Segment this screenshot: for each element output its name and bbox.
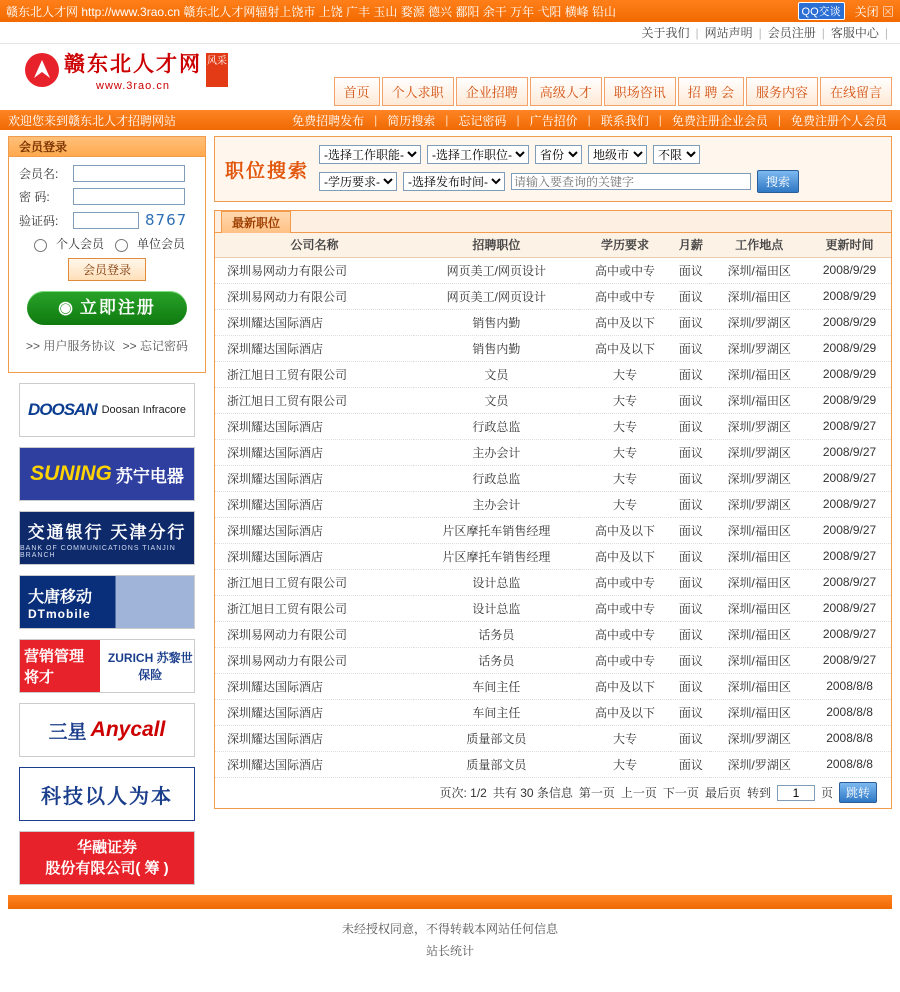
cell-location: 深圳/福田区 [710,647,808,673]
cell-update-time: 2008/9/29 [808,361,891,387]
password-row [19,188,195,205]
cell-salary: 面议 [671,569,710,595]
cell-company[interactable]: 深圳易网动力有限公司 [215,283,414,309]
site-logo[interactable] [24,48,228,92]
cell-salary: 面议 [671,309,710,335]
cell-location: 深圳/福田区 [710,283,808,309]
captcha-image[interactable]: 8767 [145,211,188,229]
login-form [9,157,205,372]
ad-banner-dtmobile[interactable] [19,575,195,629]
cell-salary: 面议 [671,647,710,673]
ad-suning-logo: SUNING [30,462,112,485]
member-login-box [8,136,206,373]
cell-salary: 面议 [671,543,710,569]
cell-position: 行政总监 [414,413,579,439]
ad-banner-zurich[interactable] [19,639,195,693]
pagination [215,778,891,808]
table-row[interactable] [215,283,891,309]
divider: | [821,25,825,40]
site-footer [0,909,900,968]
nav-item-senior-talent[interactable]: 高级人才 [530,77,602,106]
cell-education: 大专 [579,439,672,465]
toplink-service[interactable]: 客服中心 [830,26,879,40]
cell-location: 深圳/福田区 [710,543,808,569]
service-link-register-personal[interactable]: 免费注册个人会员 [790,113,887,128]
cell-location: 深圳/罗湖区 [710,725,808,751]
cell-company[interactable]: 浙江旭日工贸有限公司 [215,387,414,413]
table-row[interactable] [215,647,891,673]
service-link-forgot-password[interactable]: 忘记密码 [458,113,507,128]
ad-anycall-brand: 三星 [48,721,87,743]
cell-update-time: 2008/9/27 [808,621,891,647]
cell-location: 深圳/罗湖区 [710,465,808,491]
table-row[interactable] [215,543,891,569]
logo-flag: 风采 [206,53,228,87]
divider: | [658,113,662,127]
search-fields [319,145,881,193]
toplink-about[interactable]: 关于我们 [641,26,690,40]
cell-location: 深圳/罗湖区 [710,439,808,465]
cell-education: 高中或中专 [579,595,672,621]
divider: | [758,25,762,40]
page-next-link[interactable]: 下一页 [662,786,699,800]
table-row[interactable] [215,257,891,283]
total-info: 共有 30 条信息 [492,786,573,800]
ad-banner-doosan[interactable] [19,383,195,437]
cell-location: 深圳/福田区 [710,673,808,699]
cell-salary: 面议 [671,439,710,465]
cell-position: 销售内勤 [414,309,579,335]
ad-huarong-name: 华融证券 [76,839,137,856]
divider: | [445,113,449,127]
cell-location: 深圳/福田区 [710,621,808,647]
table-row[interactable] [215,595,891,621]
main-content [0,130,900,885]
service-links [287,112,892,129]
cell-position: 车间主任 [414,673,579,699]
username-input[interactable] [73,165,185,182]
cell-update-time: 2008/8/8 [808,725,891,751]
cell-location: 深圳/福田区 [710,569,808,595]
cell-education: 高中或中专 [579,647,672,673]
cell-location: 深圳/福田区 [710,595,808,621]
qq-chat-button[interactable]: QQ交谈 [798,2,845,20]
cell-salary: 面议 [671,335,710,361]
goto-page-input[interactable] [777,785,815,801]
ad-suning-text: 苏宁电器 [115,466,184,486]
cell-salary: 面议 [671,465,710,491]
job-list-box [214,210,892,809]
cell-location: 深圳/福田区 [710,257,808,283]
cell-company[interactable]: 深圳耀达国际酒店 [215,673,414,699]
cell-education: 大专 [579,387,672,413]
user-agreement-link[interactable]: >> 用户服务协议 [25,339,116,353]
cell-salary: 面议 [671,699,710,725]
cell-company[interactable]: 深圳耀达国际酒店 [215,335,414,361]
column-update-time: 更新时间 [808,233,891,257]
cell-update-time: 2008/9/27 [808,465,891,491]
nav-item-message-board[interactable]: 在线留言 [820,77,892,106]
goto-label: 转到 [746,786,771,800]
cell-education: 高中及以下 [579,699,672,725]
cell-education: 高中或中专 [579,621,672,647]
cell-location: 深圳/福田区 [710,387,808,413]
column-location: 工作地点 [710,233,808,257]
job-list-body [215,257,891,777]
table-row[interactable] [215,751,891,777]
table-row[interactable] [215,491,891,517]
close-bar-button[interactable]: 关闭 ⊠ [854,4,894,19]
cell-position: 行政总监 [414,465,579,491]
cell-position: 销售内勤 [414,335,579,361]
cell-salary: 面议 [671,361,710,387]
cell-company[interactable]: 深圳耀达国际酒店 [215,517,414,543]
cell-education: 大专 [579,491,672,517]
cell-education: 大专 [579,413,672,439]
cell-position: 网页美工/网页设计 [414,283,579,309]
ad-anycall-name: Anycall [90,718,166,741]
cell-update-time: 2008/9/27 [808,517,891,543]
table-row[interactable] [215,387,891,413]
sidebar-ads [8,383,206,885]
cell-position: 质量部文员 [414,751,579,777]
cell-position: 片区摩托车销售经理 [414,543,579,569]
goto-page-button[interactable]: 跳转 [839,782,877,803]
cell-location: 深圳/福田区 [710,699,808,725]
cell-position: 话务员 [414,621,579,647]
cell-company[interactable]: 深圳耀达国际酒店 [215,439,414,465]
table-row[interactable] [215,309,891,335]
ad-zurich-slogan: 营销管理将才 [20,639,100,693]
cell-position: 文员 [414,361,579,387]
page-unit-label: 页 [820,786,833,800]
cell-update-time: 2008/9/27 [808,543,891,569]
search-button[interactable]: 搜索 [757,170,799,193]
select-education[interactable] [319,172,397,191]
cell-position: 设计总监 [414,569,579,595]
cell-education: 高中或中专 [579,283,672,309]
cell-location: 深圳/福田区 [710,517,808,543]
logo-name: 赣东北人才网 [64,52,202,76]
cell-location: 深圳/罗湖区 [710,309,808,335]
password-label: 密 码: [19,190,50,204]
cell-position: 主办会计 [414,491,579,517]
cell-company[interactable]: 深圳耀达国际酒店 [215,413,414,439]
cell-update-time: 2008/9/27 [808,413,891,439]
cell-company[interactable]: 浙江旭日工贸有限公司 [215,595,414,621]
cell-company[interactable]: 深圳耀达国际酒店 [215,725,414,751]
search-keyword-input[interactable] [511,173,751,190]
job-list-tabs [215,211,891,233]
register-label: 立即注册 [79,298,156,317]
ad-banner-bocom[interactable] [19,511,195,565]
cell-update-time: 2008/9/27 [808,647,891,673]
captcha-label: 验证码: [19,213,59,228]
play-circle-icon: ◉ [58,298,75,317]
table-row[interactable] [215,465,891,491]
left-sidebar [8,136,206,885]
service-link-post-job[interactable]: 免费招聘发布 [292,113,365,128]
divider: | [777,113,781,127]
welcome-text: 欢迎您来到赣东北人才招聘网站 [8,113,177,128]
main-navigation [334,77,892,106]
table-row[interactable] [215,413,891,439]
cell-salary: 面议 [671,751,710,777]
nav-item-job-fair[interactable]: 招 聘 会 [678,77,744,106]
service-link-contact[interactable]: 联系我们 [600,113,649,128]
service-link-resume-search[interactable]: 简历搜索 [387,113,436,128]
ad-bocom-sub: BANK OF COMMUNICATIONS TIANJIN BRANCH [20,544,176,559]
cell-position: 话务员 [414,647,579,673]
forgot-password-link[interactable]: >> 忘记密码 [122,339,189,353]
ad-doosan-logo: DOOSAN [27,400,97,419]
cell-update-time: 2008/9/27 [808,491,891,517]
top-announcement-bar [0,0,900,22]
cell-salary: 面议 [671,413,710,439]
cell-position: 文员 [414,387,579,413]
cell-update-time: 2008/9/27 [808,595,891,621]
ad-doosan-text: Doosan Infracore [101,404,186,416]
register-now-button[interactable] [27,291,187,325]
table-row[interactable] [215,517,891,543]
ad-bocom-name: 交通银行 天津分行 [27,522,187,542]
cell-location: 深圳/罗湖区 [710,751,808,777]
login-footer-links [19,333,195,362]
cell-location: 深圳/罗湖区 [710,335,808,361]
select-job-position[interactable] [427,145,529,164]
ad-banner-tech[interactable] [19,767,195,821]
cell-salary: 面议 [671,673,710,699]
cell-education: 高中及以下 [579,517,672,543]
top-links-bar [0,22,900,44]
search-panel-title: 职位搜索 [225,160,310,182]
cell-company[interactable]: 浙江旭日工贸有限公司 [215,569,414,595]
column-company: 公司名称 [215,233,414,257]
table-row[interactable] [215,699,891,725]
search-row-2 [319,170,881,193]
cell-position: 车间主任 [414,699,579,725]
cell-company[interactable]: 深圳耀达国际酒店 [215,751,414,777]
cell-location: 深圳/罗湖区 [710,413,808,439]
ad-banner-huarong[interactable] [19,831,195,885]
copyright-text: 未经授权同意，不得转载本网站任何信息 [341,922,558,936]
divider: | [695,25,699,40]
logo-url: www.3rao.cn [96,80,170,92]
cell-update-time: 2008/8/8 [808,673,891,699]
nav-item-services[interactable]: 服务内容 [746,77,818,106]
username-label: 会员名: [19,167,59,181]
cell-company[interactable]: 深圳耀达国际酒店 [215,465,414,491]
cell-education: 高中及以下 [579,309,672,335]
login-button[interactable]: 会员登录 [68,258,146,281]
divider: | [374,113,378,127]
cell-position: 片区摩托车销售经理 [414,517,579,543]
site-stats-link[interactable]: 站长统计 [425,943,474,958]
ad-dt-sub: DTmobile [28,606,91,621]
login-box-title: 会员登录 [9,137,205,157]
select-job-category[interactable] [319,145,421,164]
cell-position: 设计总监 [414,595,579,621]
service-link-register-company[interactable]: 免费注册企业会员 [671,113,768,128]
nav-item-company-recruit[interactable]: 企业招聘 [456,77,528,106]
cell-update-time: 2008/9/29 [808,283,891,309]
cell-education: 大专 [579,725,672,751]
cell-education: 高中或中专 [579,257,672,283]
cell-education: 大专 [579,465,672,491]
service-links-bar [0,110,900,130]
table-row[interactable] [215,439,891,465]
radio-company-label: 单位会员 [137,237,186,251]
right-main-column [214,136,892,885]
member-type-radio-group [19,235,195,252]
site-header [0,44,900,110]
cell-location: 深圳/罗湖区 [710,491,808,517]
page-first-link[interactable]: 第一页 [578,786,615,800]
cell-update-time: 2008/9/27 [808,439,891,465]
captcha-row [19,211,195,229]
divider: | [884,25,888,40]
ad-banner-suning[interactable] [19,447,195,501]
cell-update-time: 2008/8/8 [808,699,891,725]
cell-education: 高中或中专 [579,569,672,595]
table-header-row [215,233,891,257]
page-prev-link[interactable]: 上一页 [620,786,657,800]
select-province[interactable] [535,145,582,164]
cell-company[interactable]: 深圳耀达国际酒店 [215,491,414,517]
cell-update-time: 2008/9/29 [808,335,891,361]
page-last-link[interactable]: 最后页 [704,786,741,800]
cell-company[interactable]: 深圳耀达国际酒店 [215,309,414,335]
select-limit[interactable] [653,145,700,164]
ad-banner-anycall[interactable] [19,703,195,757]
cell-company[interactable]: 深圳耀达国际酒店 [215,543,414,569]
ad-dt-name: 大唐移动 [28,588,93,606]
toplink-register[interactable]: 会员注册 [767,26,816,40]
toplink-statement[interactable]: 网站声明 [704,26,753,40]
search-row-1 [319,145,881,164]
cell-education: 高中及以下 [579,335,672,361]
table-row[interactable] [215,569,891,595]
cell-update-time: 2008/8/8 [808,751,891,777]
captcha-input[interactable] [73,212,139,229]
cell-update-time: 2008/9/27 [808,569,891,595]
table-row[interactable] [215,621,891,647]
column-education: 学历要求 [579,233,672,257]
cell-location: 深圳/福田区 [710,361,808,387]
tab-latest-jobs[interactable]: 最新职位 [221,211,291,233]
job-list-table [215,233,891,778]
nav-item-career-news[interactable]: 职场咨讯 [604,77,676,106]
cell-education: 大专 [579,361,672,387]
radio-personal-member[interactable] [34,239,47,252]
cell-salary: 面议 [671,257,710,283]
ad-zurich-name: ZURICH 苏黎世保险 [107,651,193,682]
select-publish-time[interactable] [403,172,505,191]
job-search-panel [214,136,892,202]
cell-salary: 面议 [671,283,710,309]
cell-update-time: 2008/9/29 [808,387,891,413]
ad-huarong-sub: 股份有限公司( 筹 ) [45,860,169,877]
select-city[interactable] [588,145,647,164]
cell-salary: 面议 [671,725,710,751]
cell-education: 高中及以下 [579,673,672,699]
cell-company[interactable]: 深圳耀达国际酒店 [215,699,414,725]
cell-position: 网页美工/网页设计 [414,257,579,283]
cell-company[interactable]: 深圳易网动力有限公司 [215,257,414,283]
cell-salary: 面议 [671,517,710,543]
table-row[interactable] [215,361,891,387]
cell-education: 大专 [579,751,672,777]
footer-orange-bar [8,895,892,909]
cell-salary: 面议 [671,491,710,517]
radio-company-member[interactable] [115,239,128,252]
table-row[interactable] [215,725,891,751]
cell-salary: 面议 [671,595,710,621]
cell-salary: 面议 [671,621,710,647]
logo-icon [24,52,60,88]
cell-company[interactable]: 浙江旭日工贸有限公司 [215,361,414,387]
username-row [19,165,195,182]
nav-item-personal-job[interactable]: 个人求职 [382,77,454,106]
password-input[interactable] [73,188,185,205]
nav-item-home[interactable]: 首页 [334,77,380,106]
cell-update-time: 2008/9/29 [808,257,891,283]
page-info: 页次: 1/2 [439,786,487,800]
divider: | [587,113,591,127]
service-link-ad-price[interactable]: 广告招价 [529,113,578,128]
radio-personal-label: 个人会员 [55,237,104,251]
ad-tech-slogan: 科技以人为本 [41,785,173,808]
cell-salary: 面议 [671,387,710,413]
cell-update-time: 2008/9/29 [808,309,891,335]
cell-company[interactable]: 深圳易网动力有限公司 [215,647,414,673]
cell-education: 高中及以下 [579,543,672,569]
table-row[interactable] [215,673,891,699]
column-salary: 月薪 [671,233,710,257]
marquee-text: 赣东北人才网 http://www.3rao.cn 赣东北人才网辐射上饶市 上饶 广丰 玉山 婺源 德兴 鄱阳 余干 万年 弋阳 横峰 铅山 [6,4,617,19]
cell-position: 主办会计 [414,439,579,465]
cell-position: 质量部文员 [414,725,579,751]
cell-company[interactable]: 深圳易网动力有限公司 [215,621,414,647]
divider: | [516,113,520,127]
column-position: 招聘职位 [414,233,579,257]
table-row[interactable] [215,335,891,361]
